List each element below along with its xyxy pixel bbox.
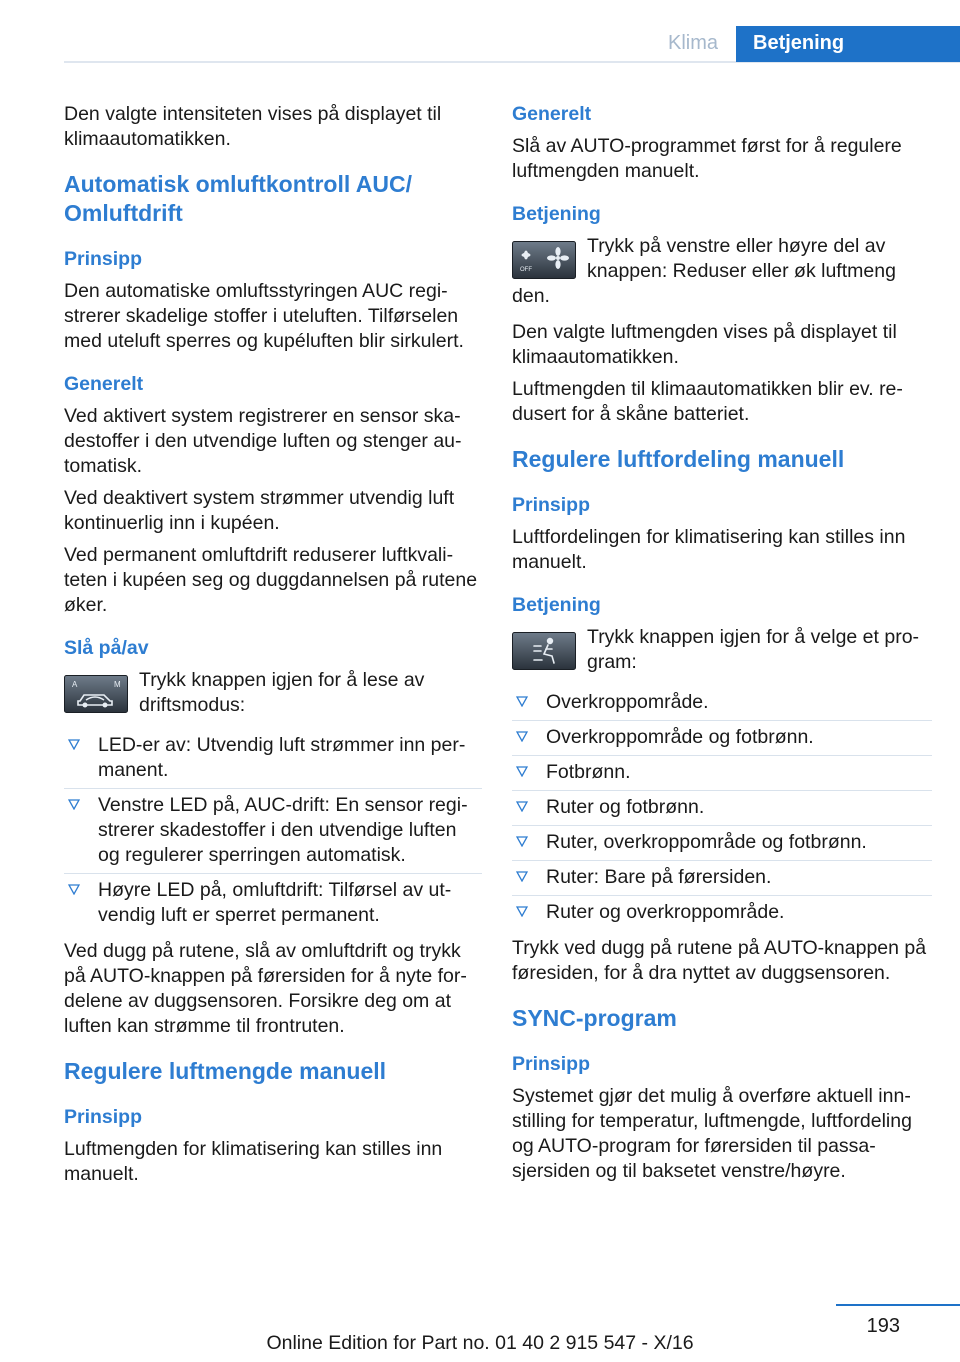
triangle-bullet-icon <box>516 905 528 917</box>
auc-heading: Automatisk omluftkontroll AUC/ Omluftdrift <box>64 171 412 226</box>
program-text: Ruter og overkroppområde. <box>546 901 785 923</box>
fan-button-icon <box>512 241 576 279</box>
triangle-bullet-icon <box>68 798 80 810</box>
principle-text: Den automatiske omluftsstyringen AUC registrerer skadelige stoffer i uteluften. Tilførselen med uteluft sperres og kupéluften blir sirkulert. <box>64 280 464 352</box>
fan-text-continued: den. <box>512 285 550 307</box>
mode-text: LED-er av: Utvendig luft strømmer inn permanent. <box>98 734 466 781</box>
sync-principle-heading: Prinsipp <box>512 1053 591 1075</box>
list-item <box>512 756 932 791</box>
triangle-bullet-icon <box>516 870 528 882</box>
onoff-text: Trykk knappen igjen for å lese av driftsmodus: <box>139 669 425 716</box>
svg-text:M: M <box>114 680 121 689</box>
triangle-bullet-icon <box>516 835 528 847</box>
program-text: Overkroppområde og fotbrønn. <box>546 726 814 748</box>
list-item <box>512 826 932 861</box>
intro-paragraph: Den valgte intensiteten vises på displayet til klimaautomatikken. <box>64 103 442 150</box>
triangle-bullet-icon <box>516 800 528 812</box>
distribution-text: Trykk knappen igjen for å velge et program: <box>587 626 920 673</box>
principle-heading: Prinsipp <box>64 248 143 270</box>
general-heading: Generelt <box>64 373 144 395</box>
right-column <box>512 102 932 1191</box>
page-number: 193 <box>866 1315 900 1337</box>
list-item <box>64 789 482 874</box>
airflow-display-text: Den valgte luftmengden vises på displayet til klimaautomatikken. <box>512 321 897 368</box>
left-column <box>64 102 482 1194</box>
footer-rule <box>836 1304 960 1306</box>
program-text: Ruter og fotbrønn. <box>546 796 705 818</box>
right-general-heading: Generelt <box>512 103 592 125</box>
distribution-operation-heading: Betjening <box>512 594 601 616</box>
onoff-heading: Slå på/av <box>64 637 149 659</box>
triangle-bullet-icon <box>516 730 528 742</box>
list-item <box>512 791 932 826</box>
list-item <box>64 729 482 789</box>
airflow-principle-text: Luftmengden for klimatisering kan stilles inn manuelt. <box>64 1138 443 1185</box>
program-text: Fotbrønn. <box>546 761 631 783</box>
list-item <box>512 896 932 930</box>
fan-off-label: OFF <box>520 267 532 273</box>
distribution-principle-text: Luftfordelingen for klimatisering kan stilles inn manuelt. <box>512 526 906 573</box>
program-text: Overkroppområde. <box>546 691 709 713</box>
list-item <box>512 686 932 721</box>
dew-paragraph: Ved dugg på rutene, slå av omluftdrift og trykk på AUTO-knappen på førersiden for å nyte fordelene av duggsensoren. Forsikre deg om at luften kan strømme til frontruten. <box>64 940 467 1037</box>
distribution-instruction <box>512 625 932 675</box>
svg-text:A: A <box>72 680 78 689</box>
recirculation-button-icon <box>64 675 128 713</box>
triangle-bullet-icon <box>516 695 528 707</box>
airflow-heading: Regulere luftmengde manuell <box>64 1058 387 1084</box>
program-text: Ruter, overkroppområde og fotbrønn. <box>546 831 867 853</box>
triangle-bullet-icon <box>68 738 80 750</box>
modes-list <box>64 729 482 933</box>
list-item <box>512 861 932 896</box>
program-text: Ruter: Bare på førersiden. <box>546 866 772 888</box>
sync-heading: SYNC-program <box>512 1005 677 1031</box>
list-item <box>64 874 482 933</box>
chapter-tab-betjening[interactable]: Betjening <box>736 26 960 62</box>
section-tab-klima[interactable]: Klima <box>667 32 718 54</box>
onoff-instruction <box>64 668 482 718</box>
distribution-heading: Regulere luftfordeling manuell <box>512 446 845 472</box>
general-paragraph-2: Ved deaktivert system strømmer utvendig luft kontinuerlig inn i kupéen. <box>64 487 455 534</box>
general-paragraph-3: Ved permanent omluftdrift reduserer luftkvaliteten i kupéen seg og duggdannelsen på rutene øker. <box>64 544 478 616</box>
mode-text: Høyre LED på, omluftdrift: Tilførsel av utvendig luft er sperret permanent. <box>98 879 452 926</box>
mode-text: Venstre LED på, AUC-drift: En sensor registrerer skadestoffer i den utvendige luften og regulerer sperringen automatisk. <box>98 794 468 866</box>
air-distribution-button-icon <box>512 632 576 670</box>
sync-text: Systemet gjør det mulig å overføre aktuell innstilling for temperatur, luftmengde, luftfordeling og AUTO-program for førersiden til passasjersiden og til baksetet venstre/høyre. <box>512 1085 912 1182</box>
airflow-battery-text: Luftmengden til klimaautomatikken blir ev. redusert for å skåne batteriet. <box>512 378 903 425</box>
right-operation-heading: Betjening <box>512 203 601 225</box>
edition-note: Online Edition for Part no. 01 40 2 915 547 - X/16 <box>266 1332 694 1354</box>
programs-list <box>512 686 932 930</box>
airflow-principle-heading: Prinsipp <box>64 1106 143 1128</box>
triangle-bullet-icon <box>516 765 528 777</box>
fan-text: Trykk på venstre eller høyre del av knappen: Reduser eller øk luftmeng <box>587 235 896 282</box>
right-dew-paragraph: Trykk ved dugg på rutene på AUTO-knappen på føresiden, for å dra nyttet av duggsensoren. <box>512 937 927 984</box>
general-paragraph-1: Ved aktivert system registrerer en sensor skadestoffer i den utvendige luften og stenger automatisk. <box>64 405 462 477</box>
distribution-principle-heading: Prinsipp <box>512 494 591 516</box>
right-general-text: Slå av AUTO-programmet først for å regulere luftmengden manuelt. <box>512 135 902 182</box>
list-item <box>512 721 932 756</box>
triangle-bullet-icon <box>68 883 80 895</box>
fan-instruction <box>512 234 932 284</box>
